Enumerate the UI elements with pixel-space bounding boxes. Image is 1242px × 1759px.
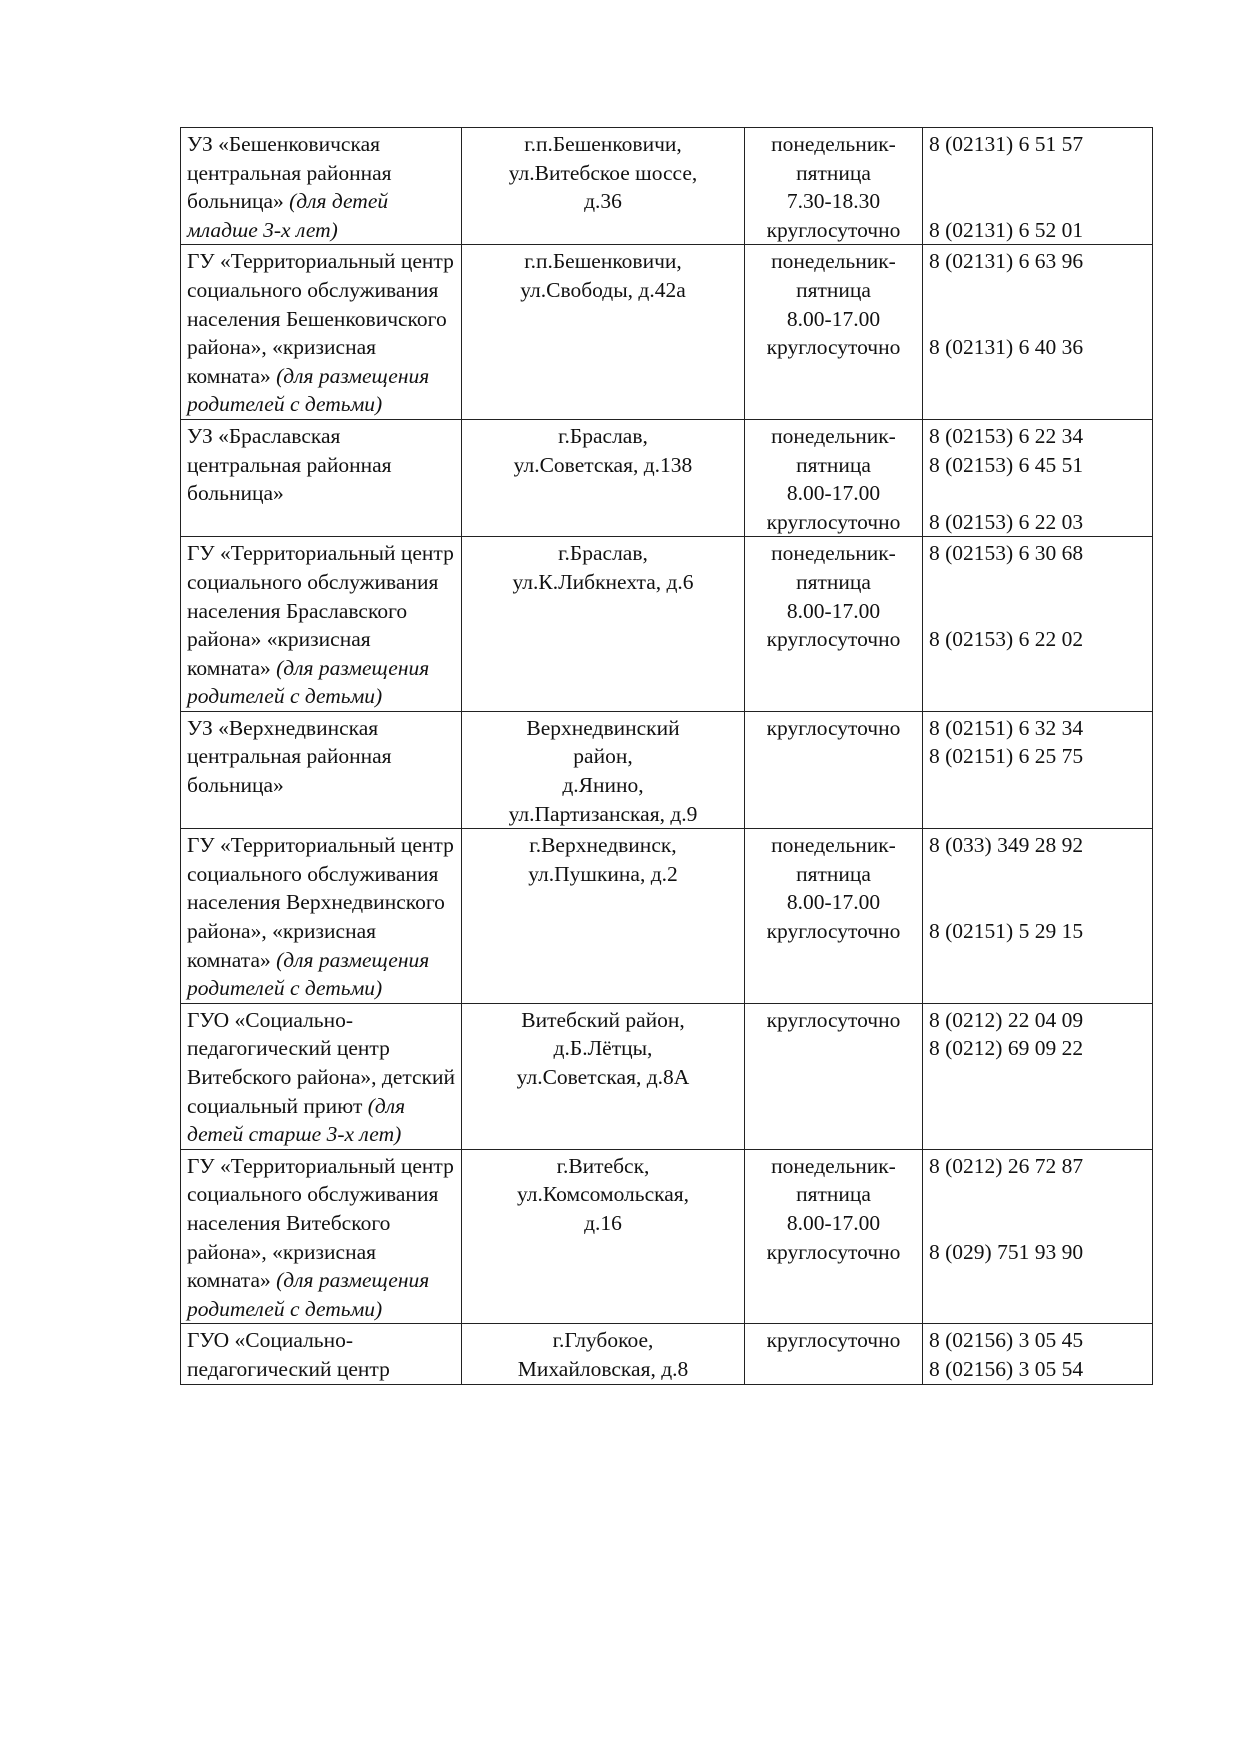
address-line: г.Витебск,	[556, 1153, 650, 1178]
address-cell	[462, 245, 745, 420]
address-cell	[462, 711, 745, 828]
phone-cell	[923, 711, 1153, 828]
table-row	[181, 711, 1153, 828]
working-hours-cell	[745, 419, 923, 536]
working-hours-line: круглосуточно	[766, 919, 901, 944]
phone-spacer	[929, 305, 1146, 334]
phone-number: 8 (02156) 3 05 45	[929, 1328, 1084, 1353]
institution-name: ГУ «Территориальный центр социального обслуживания населения Верхнедвинского района», «кризисная комната»	[187, 833, 454, 972]
address-line: г.Верхнедвинск,	[529, 833, 677, 858]
working-hours-line: понедельник-	[771, 1153, 896, 1178]
phone-cell	[923, 245, 1153, 420]
phone-number: 8 (033) 349 28 92	[929, 833, 1084, 858]
institution-note: (для размещения родителей с детьми)	[187, 655, 430, 709]
phone-number: 8 (02153) 6 30 68	[929, 541, 1084, 566]
phone-number: 8 (02131) 6 63 96	[929, 249, 1084, 274]
phone-spacer	[929, 276, 1146, 305]
address-line: д.16	[584, 1210, 622, 1235]
working-hours-line: круглосуточно	[766, 217, 901, 242]
phone-number: 8 (0212) 22 04 09	[929, 1007, 1084, 1032]
phone-spacer	[929, 888, 1146, 917]
address-line: г.Браслав,	[558, 541, 648, 566]
phone-number: 8 (02151) 5 29 15	[929, 919, 1084, 944]
address-line: г.п.Бешенковичи,	[524, 132, 682, 156]
institution-name: ГУ «Территориальный центр социального обслуживания населения Браславского района» «кризисная комната»	[187, 541, 454, 680]
working-hours-line: круглосуточно	[766, 627, 901, 652]
phone-spacer	[929, 597, 1146, 626]
institution-note: (для детей младше 3-х лет)	[187, 189, 389, 242]
working-hours-line: пятница	[796, 569, 871, 594]
address-line: г.Глубокое,	[552, 1328, 654, 1353]
institution-name: ГУО «Социально-педагогический центр	[187, 1328, 390, 1381]
working-hours-line: круглосуточно	[766, 1007, 901, 1032]
working-hours-line: круглосуточно	[766, 1239, 901, 1264]
institution-name: УЗ «Браславская центральная районная больница»	[187, 423, 392, 506]
phone-number: 8 (02153) 6 45 51	[929, 452, 1084, 477]
phone-cell	[923, 1324, 1153, 1384]
working-hours-line: понедельник-	[771, 423, 896, 448]
phone-cell	[923, 537, 1153, 712]
phone-number: 8 (02131) 6 40 36	[929, 335, 1084, 360]
address-line: ул.Свободы, д.42а	[520, 277, 686, 302]
institution-note: (для размещения родителей с детьми)	[187, 363, 430, 417]
phone-spacer	[929, 159, 1146, 188]
address-line: ул.Витебское шоссе,	[508, 160, 698, 185]
address-line: ул.Советская, д.8А	[516, 1065, 690, 1089]
institution-name: УЗ «Верхнедвинская центральная районная больница»	[187, 715, 392, 798]
working-hours-line: 8.00-17.00	[786, 306, 881, 331]
working-hours-line: понедельник-	[771, 132, 896, 156]
working-hours-cell	[745, 1149, 923, 1324]
institution-name-cell	[181, 245, 462, 420]
table-row	[181, 1003, 1153, 1149]
institution-name-cell	[181, 419, 462, 536]
working-hours-line: пятница	[796, 277, 871, 302]
phone-cell	[923, 829, 1153, 1004]
institution-name-cell	[181, 711, 462, 828]
working-hours-cell	[745, 1324, 923, 1384]
working-hours-line: понедельник-	[771, 833, 896, 858]
phone-spacer	[929, 1180, 1146, 1209]
table-row	[181, 1324, 1153, 1384]
working-hours-line: 8.00-17.00	[786, 1210, 881, 1235]
phone-spacer	[929, 568, 1146, 597]
phone-cell	[923, 1003, 1153, 1149]
address-line: г.п.Бешенковичи,	[524, 249, 682, 274]
institution-name-cell	[181, 1324, 462, 1384]
working-hours-line: 8.00-17.00	[786, 481, 881, 506]
working-hours-line: круглосуточно	[766, 715, 901, 740]
institution-name-cell	[181, 1149, 462, 1324]
table-row	[181, 537, 1153, 712]
working-hours-line: понедельник-	[771, 249, 896, 274]
phone-cell	[923, 128, 1153, 245]
working-hours-line: пятница	[796, 452, 871, 477]
institution-note: (для детей старше 3-х лет)	[187, 1093, 406, 1147]
phone-number: 8 (02131) 6 52 01	[929, 217, 1084, 242]
institution-name-cell	[181, 829, 462, 1004]
working-hours-line: 7.30-18.30	[786, 189, 881, 214]
phone-number: 8 (02131) 6 51 57	[929, 132, 1084, 156]
phone-number: 8 (02153) 6 22 03	[929, 509, 1084, 534]
address-cell	[462, 829, 745, 1004]
working-hours-line: 8.00-17.00	[786, 598, 881, 623]
institution-name: ГУ «Территориальный центр социального обслуживания населения Бешенковичского района», «кризисная комната»	[187, 249, 454, 388]
institution-name: ГУО «Социально-педагогический центр Витебского района», детский социальный приют	[187, 1007, 456, 1118]
institution-note: (для размещения родителей с детьми)	[187, 947, 430, 1001]
working-hours-line: 8.00-17.00	[786, 890, 881, 915]
address-line: Витебский район,	[521, 1007, 685, 1032]
address-line: Верхнедвинский	[526, 715, 680, 740]
working-hours-line: круглосуточно	[766, 335, 901, 360]
working-hours-line: круглосуточно	[766, 509, 901, 534]
working-hours-line: пятница	[796, 160, 871, 185]
address-line: г.Браслав,	[558, 423, 648, 448]
address-line: ул.К.Либкнехта, д.6	[512, 569, 694, 594]
table-row	[181, 1149, 1153, 1324]
table-row	[181, 245, 1153, 420]
address-line: ул.Советская, д.138	[513, 452, 693, 477]
institution-name-cell	[181, 537, 462, 712]
address-cell	[462, 1003, 745, 1149]
phone-cell	[923, 1149, 1153, 1324]
address-line: д.36	[584, 189, 622, 214]
institution-name: УЗ «Бешенковичская центральная районная больница»	[187, 132, 392, 214]
institution-name-cell	[181, 128, 462, 245]
phone-spacer	[929, 187, 1146, 216]
phone-number: 8 (02151) 6 25 75	[929, 744, 1084, 769]
institutions-table	[180, 127, 1153, 1385]
address-cell	[462, 1149, 745, 1324]
address-cell	[462, 419, 745, 536]
phone-spacer	[929, 860, 1146, 889]
institution-name-cell	[181, 1003, 462, 1149]
institution-name: ГУ «Территориальный центр социального обслуживания населения Витебского района», «кризисная комната»	[187, 1153, 454, 1293]
table-row	[181, 128, 1153, 245]
institution-note: (для размещения родителей с детьми)	[187, 1268, 430, 1321]
table-row	[181, 829, 1153, 1004]
phone-number: 8 (02153) 6 22 34	[929, 423, 1084, 448]
phone-number: 8 (02156) 3 05 54	[929, 1356, 1084, 1381]
table-row	[181, 419, 1153, 536]
phone-number: 8 (02151) 6 32 34	[929, 715, 1084, 740]
working-hours-cell	[745, 829, 923, 1004]
address-cell	[462, 128, 745, 245]
address-line: д.Б.Лётцы,	[553, 1036, 653, 1061]
address-cell	[462, 537, 745, 712]
phone-cell	[923, 419, 1153, 536]
working-hours-line: круглосуточно	[766, 1328, 901, 1353]
working-hours-cell	[745, 1003, 923, 1149]
address-line: район,	[573, 744, 633, 769]
address-line: ул.Пушкина, д.2	[528, 861, 678, 886]
working-hours-line: пятница	[796, 861, 871, 886]
working-hours-line: понедельник-	[771, 541, 896, 566]
working-hours-cell	[745, 537, 923, 712]
address-cell	[462, 1324, 745, 1384]
phone-spacer	[929, 1209, 1146, 1238]
working-hours-line: пятница	[796, 1182, 871, 1207]
working-hours-cell	[745, 128, 923, 245]
phone-number: 8 (02153) 6 22 02	[929, 627, 1084, 652]
address-line: ул.Партизанская, д.9	[508, 801, 698, 826]
working-hours-cell	[745, 711, 923, 828]
working-hours-cell	[745, 245, 923, 420]
phone-number: 8 (0212) 69 09 22	[929, 1036, 1084, 1061]
address-line: ул.Комсомольская,	[516, 1182, 690, 1207]
address-line: д.Янино,	[562, 773, 644, 798]
address-line: Михайловская, д.8	[517, 1356, 689, 1381]
phone-number: 8 (029) 751 93 90	[929, 1239, 1084, 1264]
phone-number: 8 (0212) 26 72 87	[929, 1153, 1084, 1178]
phone-spacer	[929, 479, 1146, 508]
